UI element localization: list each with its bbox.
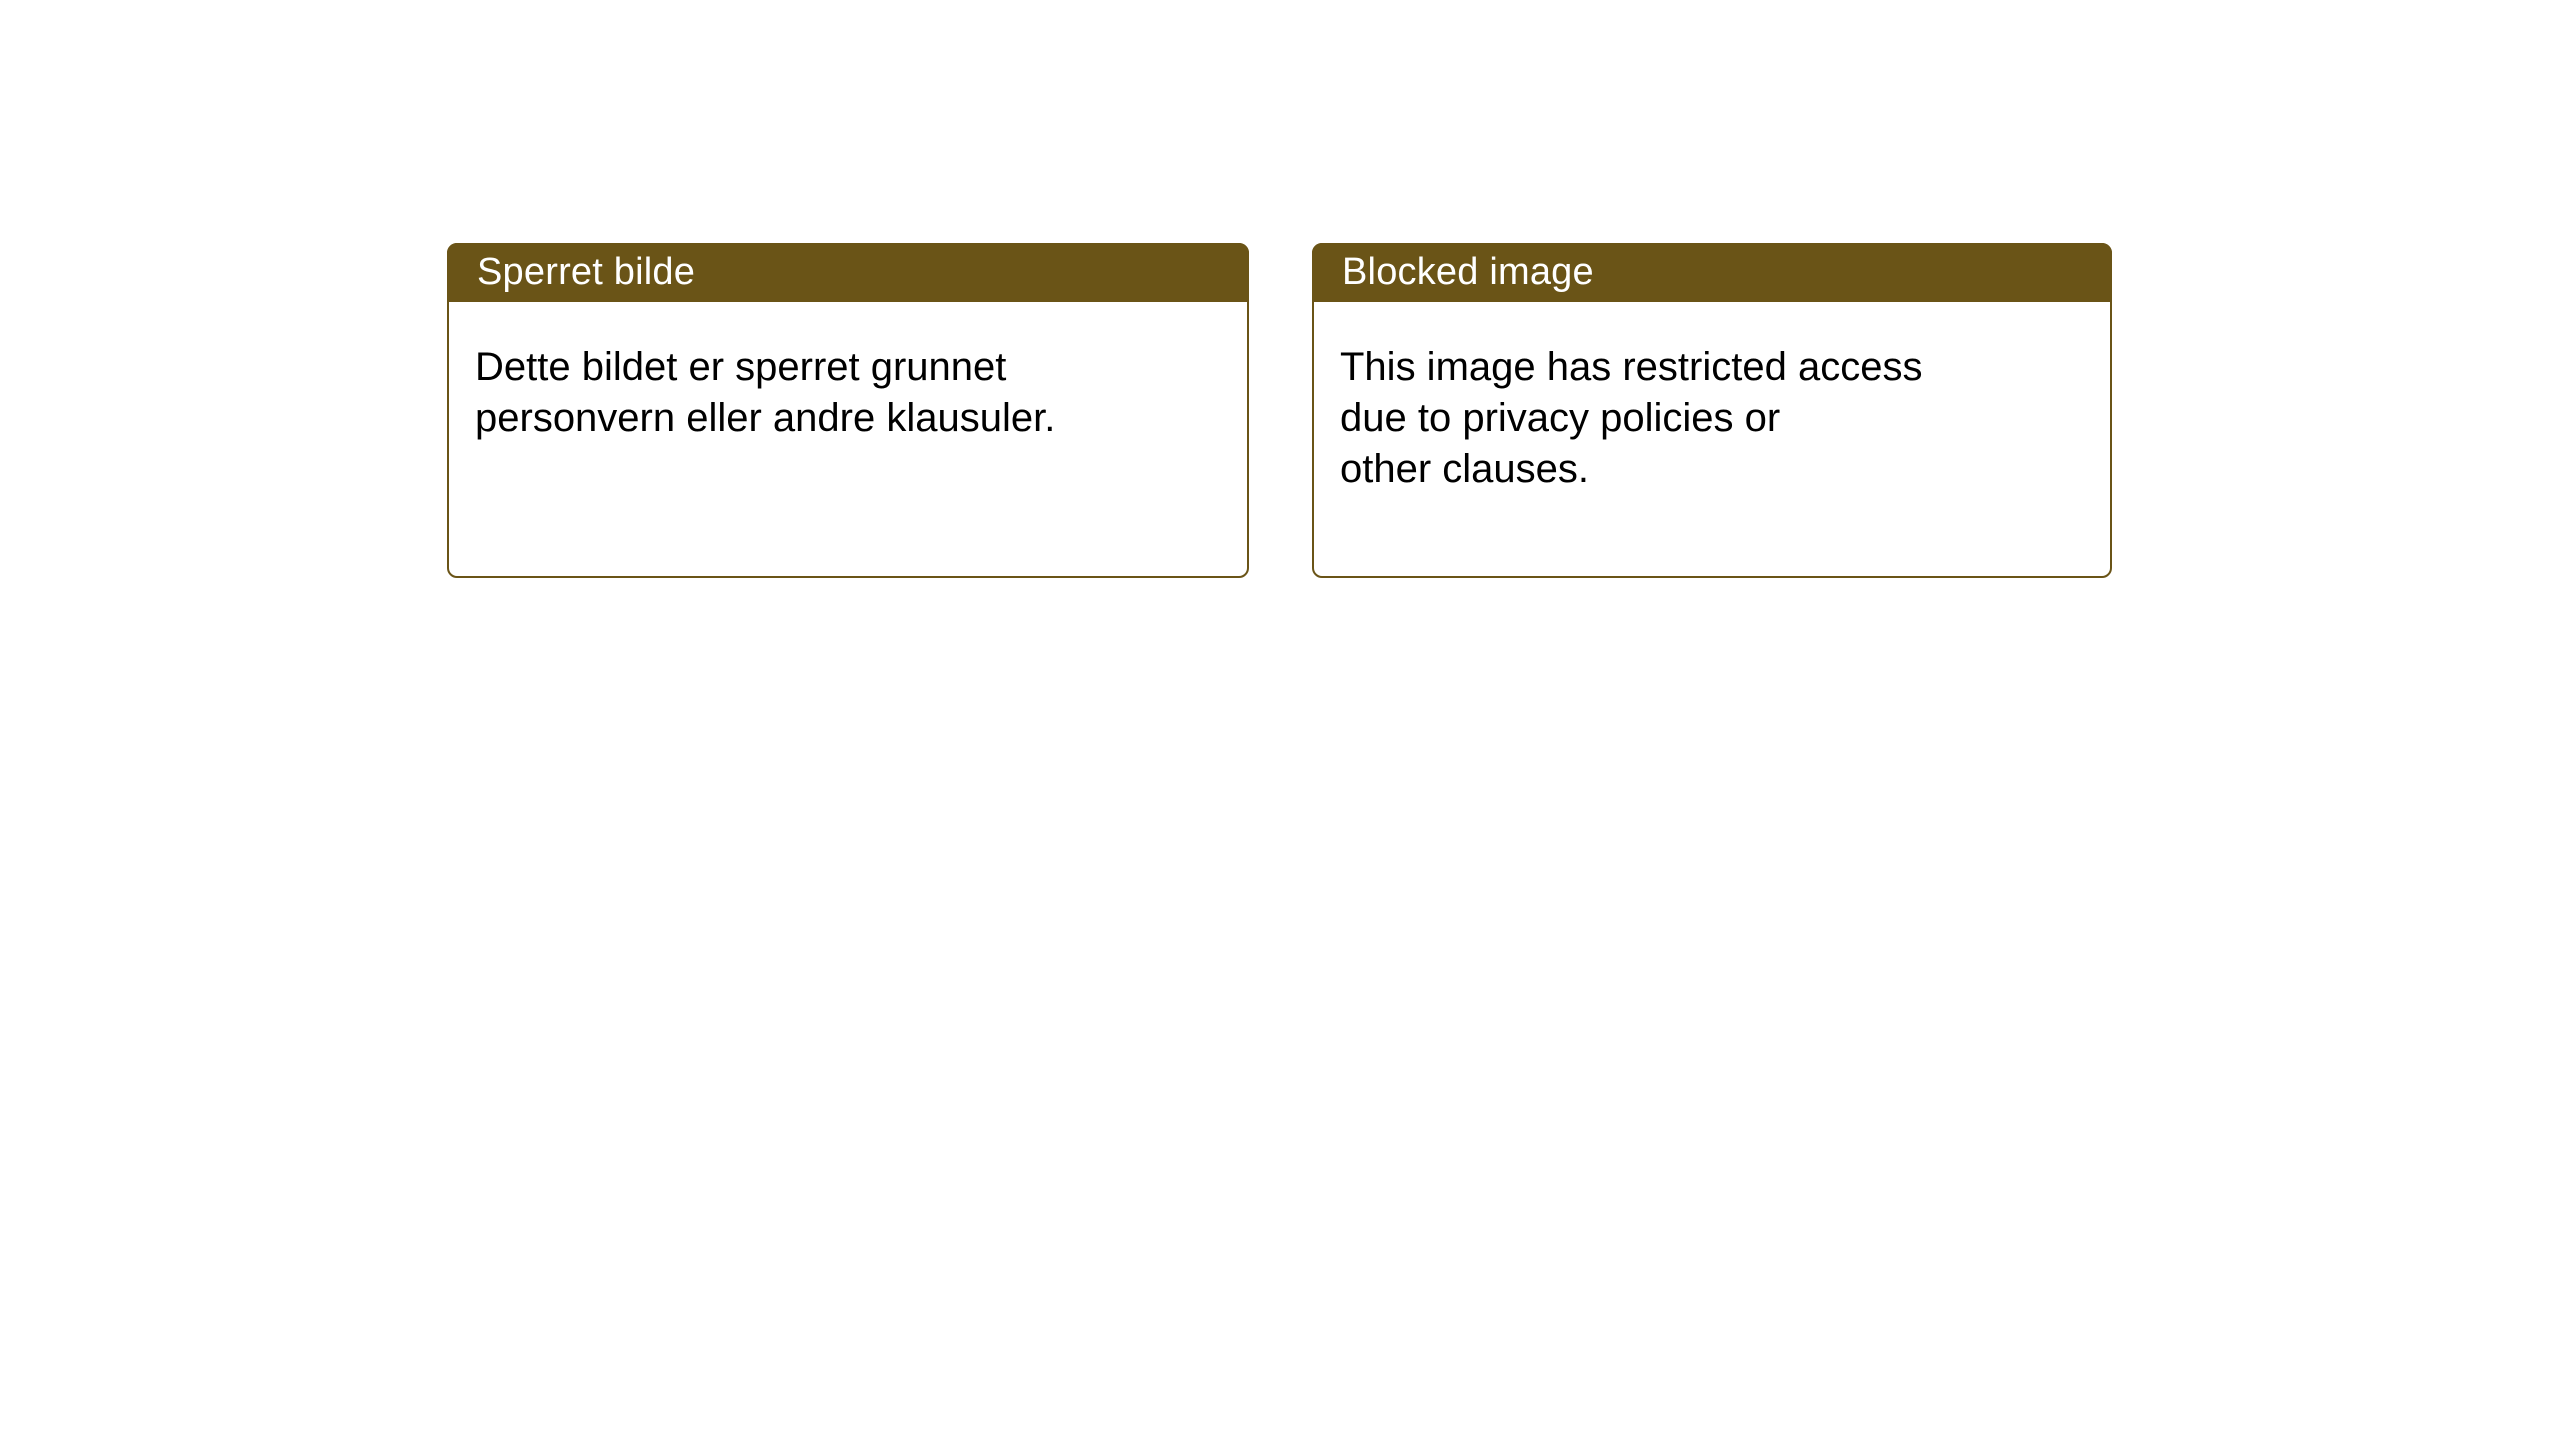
card-body xyxy=(449,302,1247,444)
card-body xyxy=(1314,302,2110,495)
card-title: Sperret bilde xyxy=(477,251,696,293)
blocked-image-card-english xyxy=(1312,243,2112,578)
card-body-line: other clauses. xyxy=(1340,447,1590,491)
card-body-line: Dette bildet er sperret grunnet xyxy=(475,345,1007,389)
card-header xyxy=(1312,243,2112,302)
card-body-line: due to privacy policies or xyxy=(1340,396,1781,440)
card-body-line: personvern eller andre klausuler. xyxy=(475,396,1056,440)
blocked-image-card-norwegian xyxy=(447,243,1249,578)
card-header xyxy=(447,243,1249,302)
card-title: Blocked image xyxy=(1342,251,1594,293)
card-body-line: This image has restricted access xyxy=(1340,345,1923,389)
